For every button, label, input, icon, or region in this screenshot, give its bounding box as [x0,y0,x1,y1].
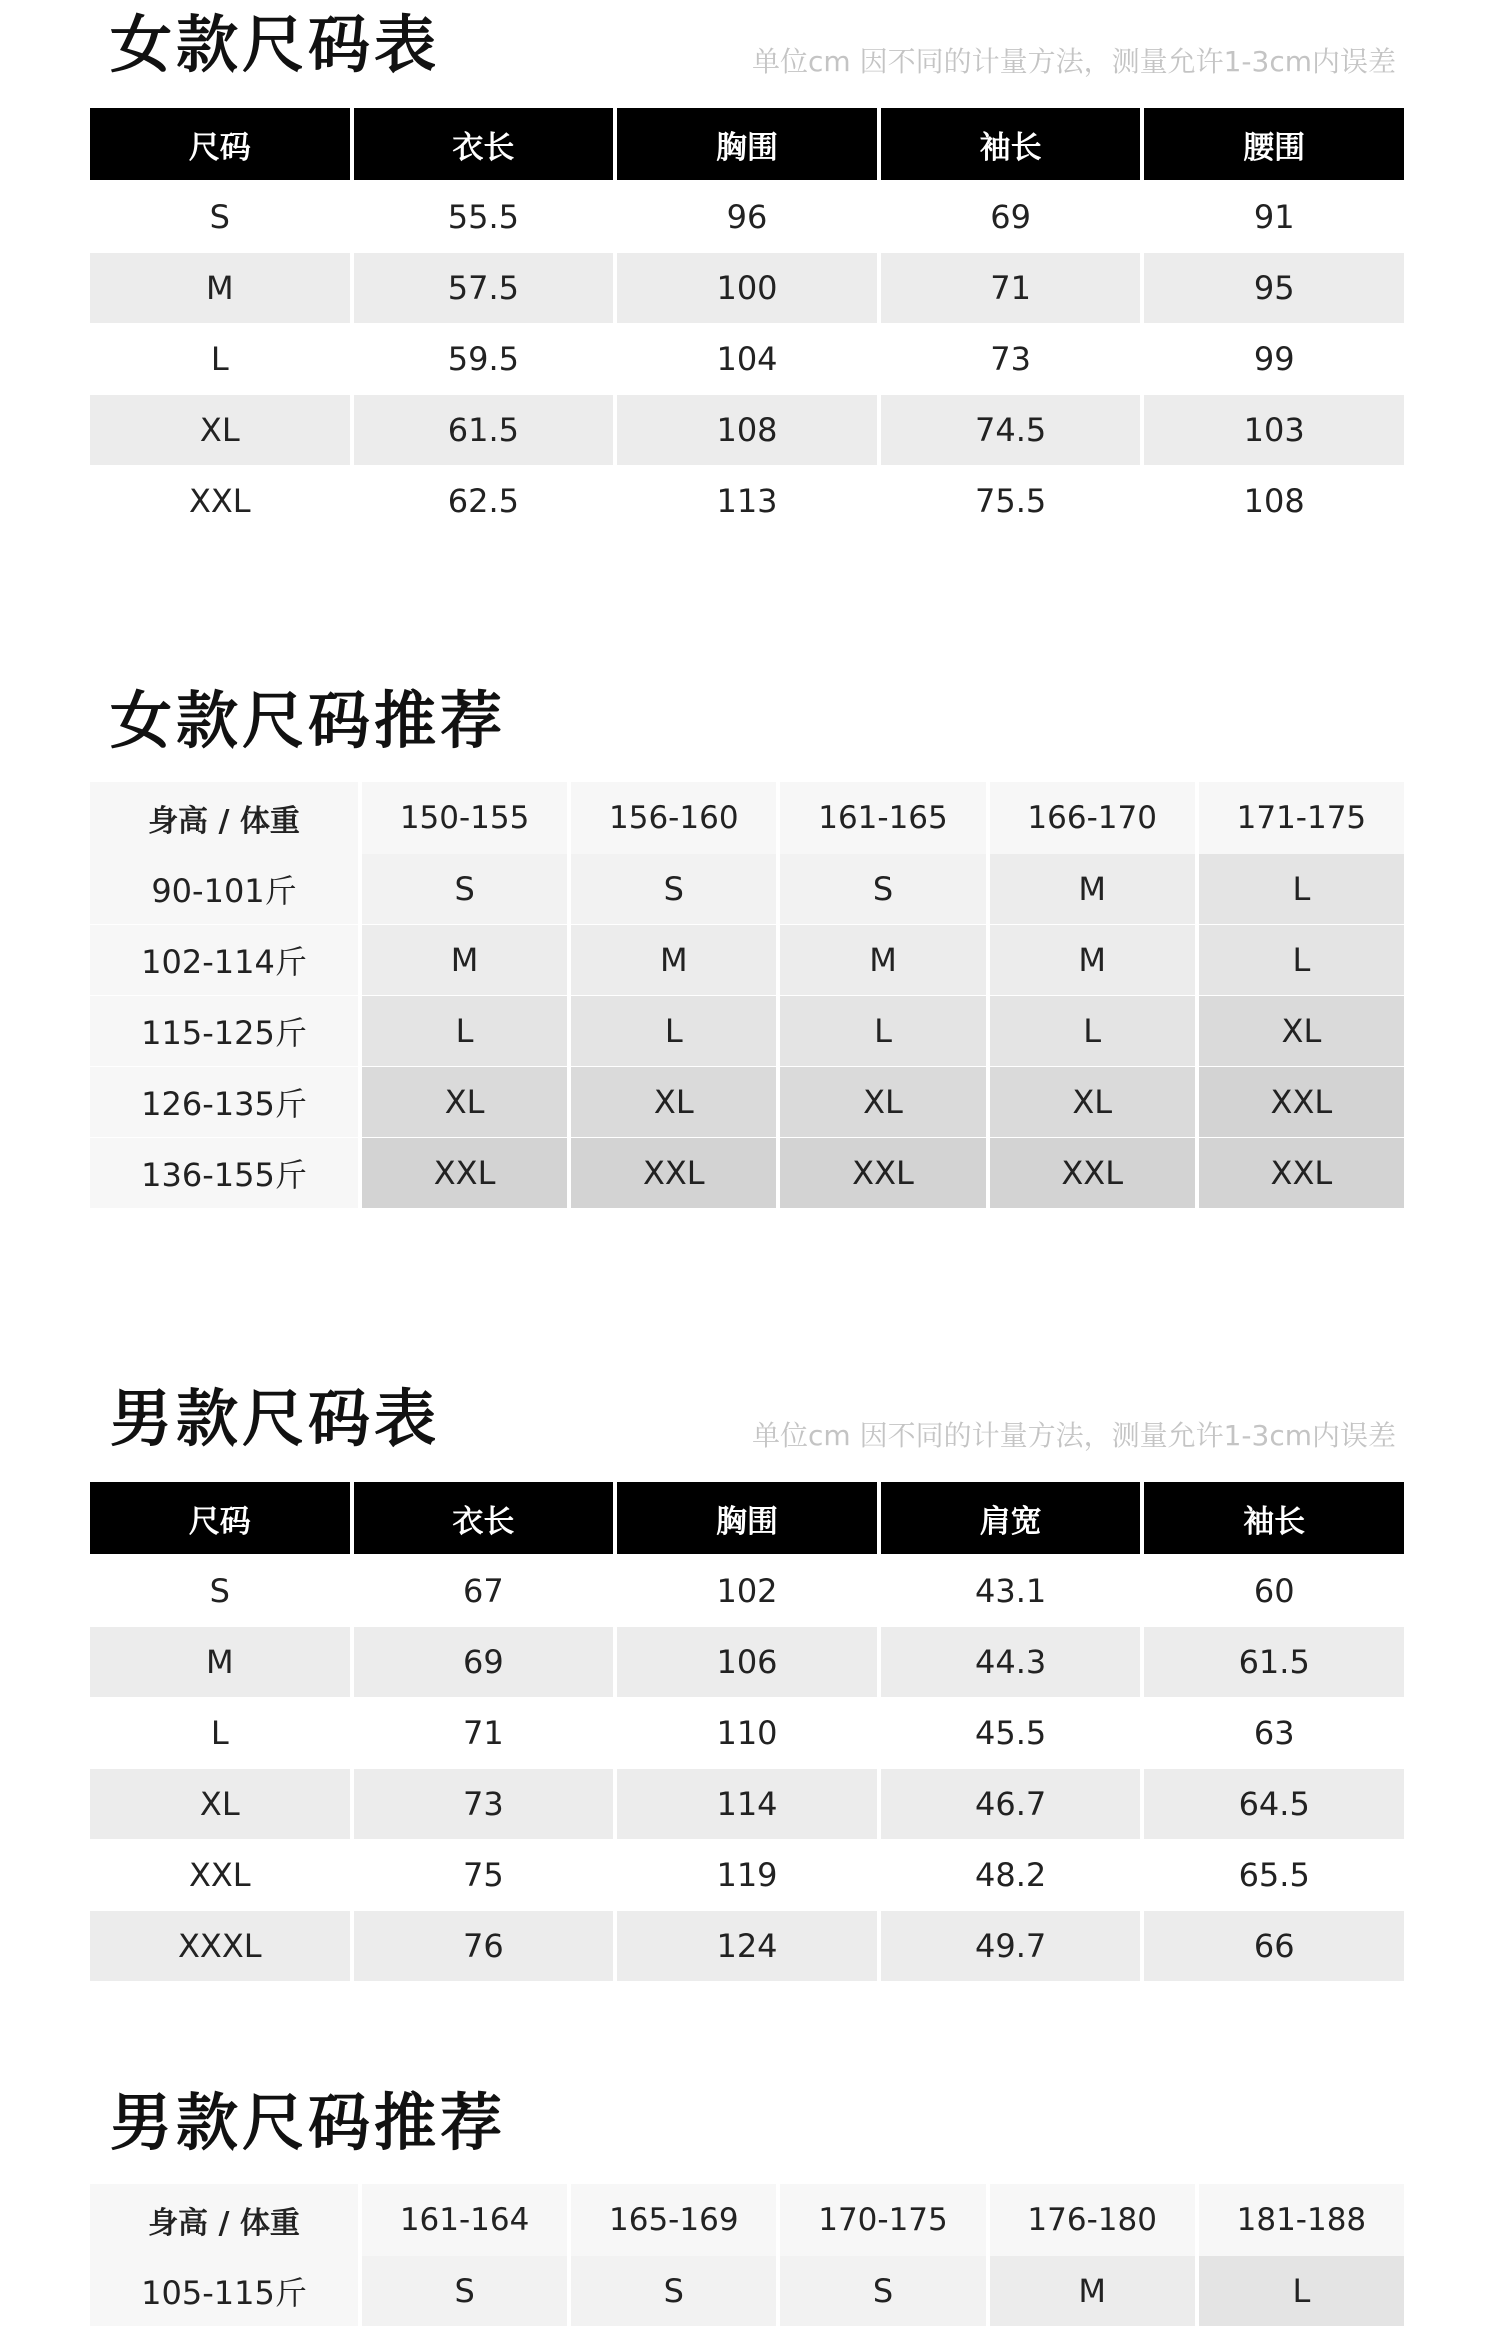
measurement-cell: 59.5 [354,324,614,394]
men-size-table [90,1482,1404,1982]
recommended-size-cell: XL [780,1067,985,1137]
measurement-cell: 114 [617,1769,877,1839]
recommended-size-cell: XXL [362,1138,567,1208]
recommended-size-cell: L [990,996,1195,1066]
column-header: 尺码 [90,1482,350,1554]
height-range-header: 171-175 [1199,782,1404,854]
recommended-size-cell: S [571,2256,776,2326]
measurement-cell: 44.3 [881,1627,1141,1697]
size-label-cell: XL [90,1769,350,1839]
measurement-cell: 55.5 [354,182,614,252]
weight-range-cell: 115-125斤 [90,996,358,1066]
size-label-cell: XL [90,395,350,465]
recommended-size-cell: M [780,925,985,995]
measurement-cell: 49.7 [881,1911,1141,1981]
measurement-cell: 91 [1144,182,1404,252]
measurement-cell: 43.1 [881,1556,1141,1626]
column-header: 袖长 [881,108,1141,180]
measurement-cell: 73 [881,324,1141,394]
column-header: 衣长 [354,108,614,180]
recommended-size-cell: XXL [1199,1138,1404,1208]
height-range-header: 181-188 [1199,2184,1404,2256]
recommended-size-cell: S [571,854,776,924]
recommended-size-cell: M [990,925,1195,995]
measurement-cell: 62.5 [354,466,614,536]
size-label-cell: XXL [90,1840,350,1910]
measurement-cell: 57.5 [354,253,614,323]
recommended-size-cell: S [362,2256,567,2326]
weight-range-cell: 90-101斤 [90,854,358,924]
women-size-note: 单位cm 因不同的计量方法，测量允许1-3cm内误差 [752,45,1396,78]
measurement-cell: 45.5 [881,1698,1141,1768]
recommended-size-cell: S [780,2256,985,2326]
recommended-size-cell: S [780,854,985,924]
recommended-size-cell: XXL [990,1138,1195,1208]
measurement-cell: 119 [617,1840,877,1910]
recommended-size-cell: XL [571,1067,776,1137]
measurement-cell: 104 [617,324,877,394]
size-label-cell: L [90,1698,350,1768]
measurement-cell: 108 [1144,466,1404,536]
size-label-cell: S [90,1556,350,1626]
measurement-cell: 106 [617,1627,877,1697]
recommended-size-cell: XL [1199,996,1404,1066]
height-range-header: 176-180 [990,2184,1195,2256]
recommended-size-cell: XXL [571,1138,776,1208]
measurement-cell: 75 [354,1840,614,1910]
column-header: 袖长 [1144,1482,1404,1554]
measurement-cell: 61.5 [354,395,614,465]
measurement-cell: 71 [354,1698,614,1768]
measurement-cell: 75.5 [881,466,1141,536]
women-size-table [90,108,1404,537]
men-size-title: 男款尺码表 [110,1382,441,1455]
men-rec-table [90,2184,1404,2327]
women-size-title: 女款尺码表 [110,8,441,81]
recommended-size-cell: M [571,925,776,995]
height-range-header: 150-155 [362,782,567,854]
measurement-cell: 96 [617,182,877,252]
measurement-cell: 100 [617,253,877,323]
measurement-cell: 76 [354,1911,614,1981]
recommended-size-cell: L [1199,925,1404,995]
men-rec-title: 男款尺码推荐 [110,2086,507,2159]
recommended-size-cell: L [780,996,985,1066]
recommended-size-cell: XL [990,1067,1195,1137]
column-header: 腰围 [1144,108,1404,180]
weight-range-cell: 136-155斤 [90,1138,358,1208]
size-label-cell: M [90,253,350,323]
recommended-size-cell: XXL [780,1138,985,1208]
men-size-note: 单位cm 因不同的计量方法，测量允许1-3cm内误差 [752,1419,1396,1452]
measurement-cell: 108 [617,395,877,465]
height-weight-header: 身高 / 体重 [90,782,358,854]
recommended-size-cell: M [990,2256,1195,2326]
measurement-cell: 71 [881,253,1141,323]
recommended-size-cell: L [1199,854,1404,924]
measurement-cell: 110 [617,1698,877,1768]
column-header: 肩宽 [881,1482,1141,1554]
height-range-header: 166-170 [990,782,1195,854]
height-range-header: 170-175 [780,2184,985,2256]
weight-range-cell: 105-115斤 [90,2256,358,2326]
height-weight-header: 身高 / 体重 [90,2184,358,2256]
measurement-cell: 74.5 [881,395,1141,465]
height-range-header: 161-165 [780,782,985,854]
height-range-header: 156-160 [571,782,776,854]
recommended-size-cell: L [1199,2256,1404,2326]
recommended-size-cell: M [362,925,567,995]
measurement-cell: 103 [1144,395,1404,465]
measurement-cell: 64.5 [1144,1769,1404,1839]
column-header: 胸围 [617,108,877,180]
measurement-cell: 65.5 [1144,1840,1404,1910]
women-rec-table [90,782,1404,1209]
column-header: 衣长 [354,1482,614,1554]
height-range-header: 165-169 [571,2184,776,2256]
size-label-cell: XXL [90,466,350,536]
measurement-cell: 66 [1144,1911,1404,1981]
measurement-cell: 73 [354,1769,614,1839]
measurement-cell: 69 [881,182,1141,252]
measurement-cell: 46.7 [881,1769,1141,1839]
weight-range-cell: 126-135斤 [90,1067,358,1137]
measurement-cell: 61.5 [1144,1627,1404,1697]
measurement-cell: 124 [617,1911,877,1981]
weight-range-cell: 102-114斤 [90,925,358,995]
women-rec-title: 女款尺码推荐 [110,684,507,757]
column-header: 尺码 [90,108,350,180]
size-label-cell: L [90,324,350,394]
measurement-cell: 67 [354,1556,614,1626]
recommended-size-cell: L [571,996,776,1066]
measurement-cell: 60 [1144,1556,1404,1626]
measurement-cell: 95 [1144,253,1404,323]
measurement-cell: 99 [1144,324,1404,394]
recommended-size-cell: XXL [1199,1067,1404,1137]
recommended-size-cell: L [362,996,567,1066]
recommended-size-cell: M [990,854,1195,924]
recommended-size-cell: S [362,854,567,924]
size-label-cell: S [90,182,350,252]
height-range-header: 161-164 [362,2184,567,2256]
recommended-size-cell: XL [362,1067,567,1137]
size-label-cell: M [90,1627,350,1697]
column-header: 胸围 [617,1482,877,1554]
measurement-cell: 48.2 [881,1840,1141,1910]
measurement-cell: 102 [617,1556,877,1626]
measurement-cell: 69 [354,1627,614,1697]
measurement-cell: 63 [1144,1698,1404,1768]
measurement-cell: 113 [617,466,877,536]
size-label-cell: XXXL [90,1911,350,1981]
